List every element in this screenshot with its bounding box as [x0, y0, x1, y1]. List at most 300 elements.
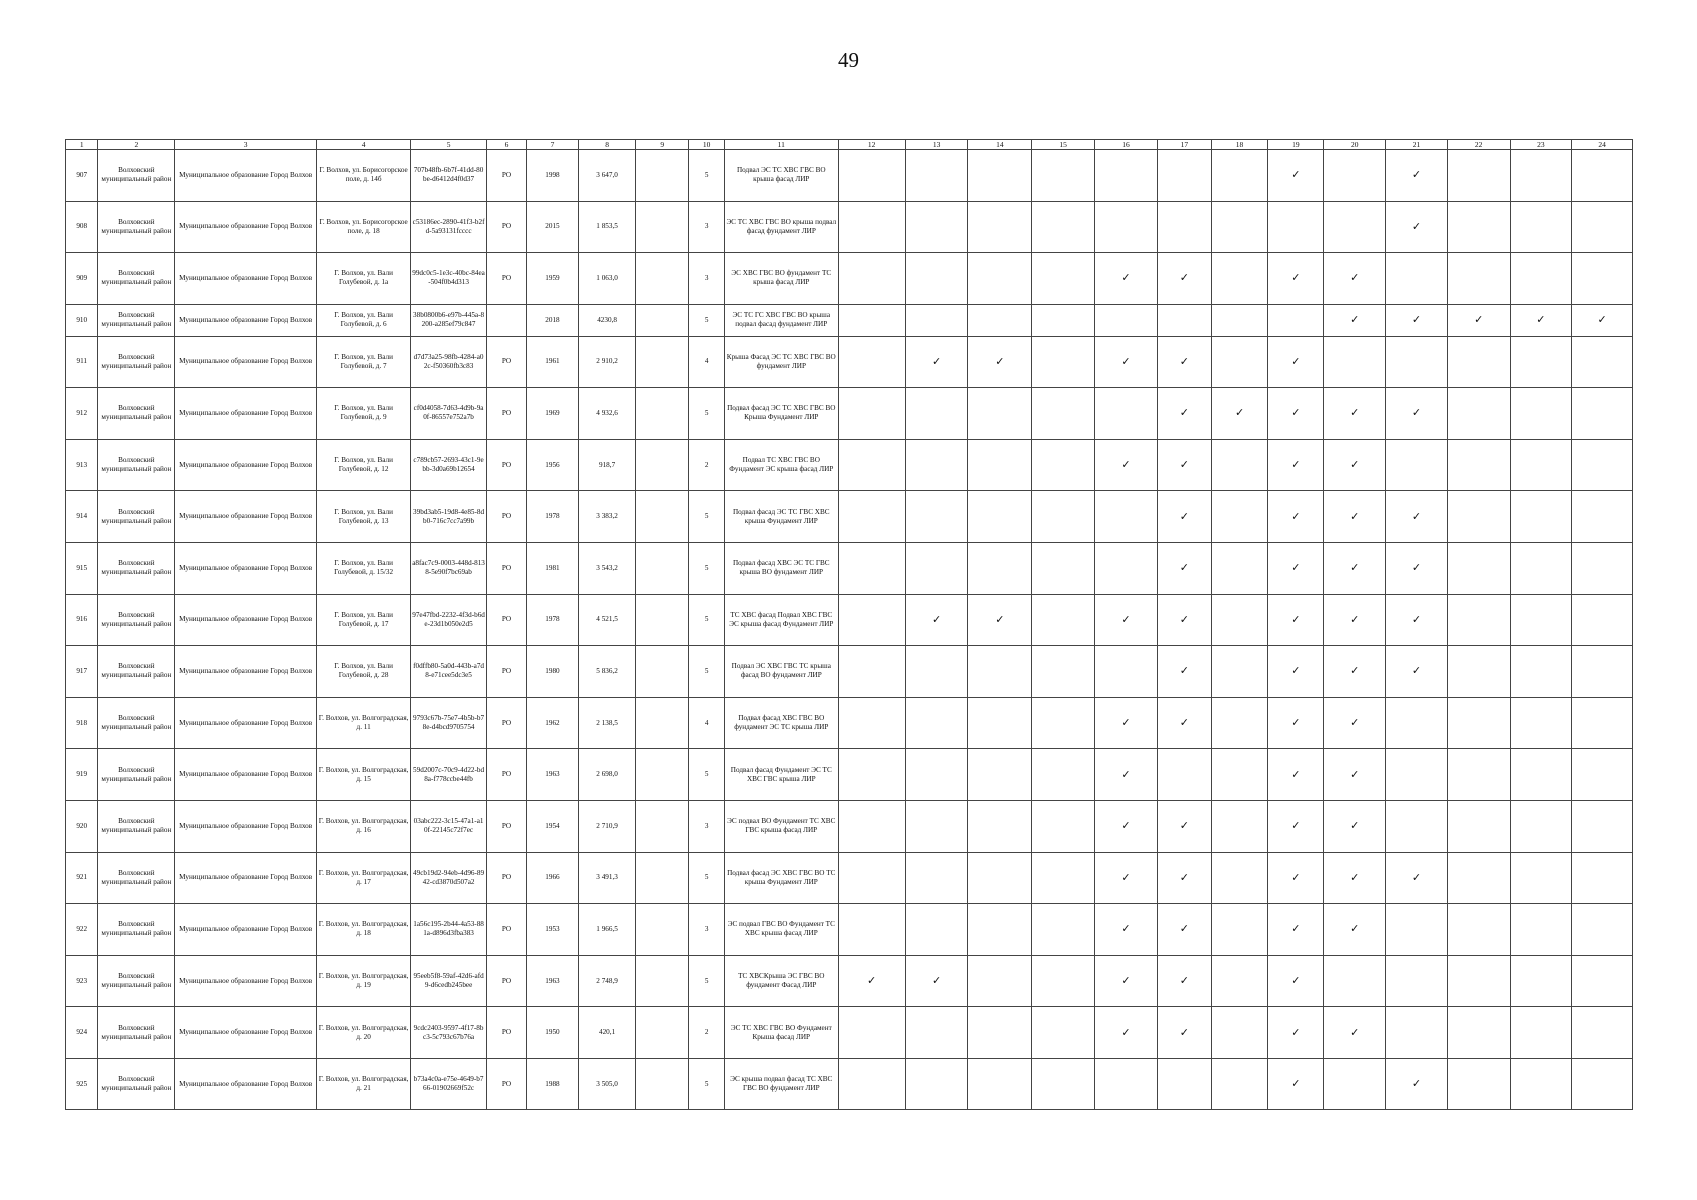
check-cell-col-23	[1510, 253, 1572, 305]
row-number-cell: 922	[66, 904, 98, 956]
municipality-cell: Муниципальное образование Город Волхов	[175, 201, 317, 253]
guid-cell: 97e47fbd-2232-4f3d-b6de-23d1b050e2d5	[411, 594, 487, 646]
guid-cell: c789cb57-2693-43c1-9ebb-3d0a69b12654	[411, 439, 487, 491]
check-mark-icon: ✓	[1291, 458, 1301, 472]
check-cell-col-22	[1447, 388, 1510, 440]
check-cell-col-19	[1268, 439, 1324, 491]
check-cell-col-20	[1324, 336, 1386, 388]
table-row	[66, 439, 1633, 491]
check-cell-col-12	[838, 646, 905, 698]
check-cell-col-17	[1157, 542, 1211, 594]
check-cell-col-20	[1324, 439, 1386, 491]
column-9-cell	[636, 439, 689, 491]
year-cell: 1981	[526, 542, 578, 594]
check-cell-col-14	[968, 697, 1032, 749]
works-list-cell: Крыша Фасад ЭС ТС ХВС ГВС ВО фундамент ЛИР	[724, 336, 838, 388]
check-mark-icon: ✓	[1179, 819, 1189, 833]
check-cell-col-13	[905, 1058, 968, 1110]
year-cell: 1954	[526, 800, 578, 852]
check-cell-col-23	[1510, 201, 1572, 253]
check-cell-col-16	[1095, 388, 1158, 440]
area-cell: 3 383,2	[578, 491, 635, 543]
area-cell: 2 698,0	[578, 749, 635, 801]
table-row	[66, 150, 1633, 202]
check-cell-col-12	[838, 491, 905, 543]
check-cell-col-15	[1032, 491, 1095, 543]
check-cell-col-12	[838, 439, 905, 491]
column-number-19: 19	[1268, 140, 1324, 150]
column-number-21: 21	[1386, 140, 1448, 150]
floors-cell: 4	[689, 336, 725, 388]
column-9-cell	[636, 388, 689, 440]
municipality-cell: Муниципальное образование Город Волхов	[175, 904, 317, 956]
check-cell-col-15	[1032, 542, 1095, 594]
column-number-8: 8	[578, 140, 635, 150]
check-cell-col-22	[1447, 594, 1510, 646]
check-mark-icon: ✓	[1179, 716, 1189, 730]
check-cell-col-23	[1510, 304, 1572, 336]
check-mark-icon: ✓	[1291, 819, 1301, 833]
check-cell-col-12	[838, 594, 905, 646]
municipality-cell: Муниципальное образование Город Волхов	[175, 304, 317, 336]
check-cell-col-19	[1268, 1058, 1324, 1110]
check-mark-icon: ✓	[1179, 406, 1189, 420]
check-cell-col-24	[1572, 955, 1633, 1007]
check-mark-icon: ✓	[1411, 664, 1422, 678]
check-cell-col-22	[1447, 253, 1510, 305]
floors-cell: 5	[689, 955, 725, 1007]
check-cell-col-22	[1447, 697, 1510, 749]
check-mark-icon: ✓	[1179, 561, 1189, 575]
check-cell-col-16	[1095, 150, 1158, 202]
area-cell: 3 543,2	[578, 542, 635, 594]
table-row	[66, 1058, 1633, 1110]
check-mark-icon: ✓	[1350, 271, 1360, 285]
check-cell-col-24	[1572, 800, 1633, 852]
check-cell-col-22	[1447, 904, 1510, 956]
table-body	[66, 150, 1633, 1110]
guid-cell: 59d2007c-70c9-4d22-bd8a-f778ccbe44fb	[411, 749, 487, 801]
column-9-cell	[636, 800, 689, 852]
check-cell-col-20	[1324, 594, 1386, 646]
check-cell-col-13	[905, 253, 968, 305]
check-cell-col-21	[1386, 150, 1448, 202]
address-cell: Г. Волхов, ул. Волгоградская, д. 21	[317, 1058, 411, 1110]
floors-cell: 5	[689, 388, 725, 440]
floors-cell: 5	[689, 304, 725, 336]
works-list-cell: Подвал фасад ХВС ГВС ВО фундамент ЭС ТС крыша ЛИР	[724, 697, 838, 749]
guid-cell: 03abc222-3c15-47a1-a10f-22145c72f7ec	[411, 800, 487, 852]
check-cell-col-15	[1032, 749, 1095, 801]
table-row	[66, 542, 1633, 594]
check-cell-col-13	[905, 150, 968, 202]
check-cell-col-17	[1157, 150, 1211, 202]
column-number-13: 13	[905, 140, 968, 150]
check-cell-col-19	[1268, 904, 1324, 956]
column-9-cell	[636, 646, 689, 698]
check-cell-col-24	[1572, 304, 1633, 336]
check-cell-col-24	[1572, 646, 1633, 698]
year-cell: 1978	[526, 594, 578, 646]
works-list-cell: ЭС ТС ХВС ГВС ВО Фундамент Крыша фасад ЛИР	[724, 1007, 838, 1059]
check-mark-icon: ✓	[1291, 168, 1301, 182]
guid-cell: 707b48fb-6b7f-41dd-80be-d6412d4f0d37	[411, 150, 487, 202]
check-cell-col-18	[1211, 852, 1267, 904]
check-cell-col-15	[1032, 594, 1095, 646]
check-cell-col-22	[1447, 336, 1510, 388]
check-cell-col-12	[838, 253, 905, 305]
check-cell-col-12	[838, 852, 905, 904]
check-cell-col-22	[1447, 201, 1510, 253]
address-cell: Г. Волхов, ул. Вали Голубевой, д. 1а	[317, 253, 411, 305]
district-cell: Волховский муниципальный район	[98, 904, 175, 956]
check-cell-col-16	[1095, 491, 1158, 543]
check-cell-col-19	[1268, 491, 1324, 543]
check-cell-col-12	[838, 904, 905, 956]
row-number-cell: 912	[66, 388, 98, 440]
year-cell: 2018	[526, 304, 578, 336]
check-cell-col-21	[1386, 542, 1448, 594]
check-cell-col-19	[1268, 542, 1324, 594]
check-cell-col-23	[1510, 1007, 1572, 1059]
check-cell-col-14	[968, 201, 1032, 253]
check-cell-col-18	[1211, 304, 1267, 336]
column-number-3: 3	[175, 140, 317, 150]
check-cell-col-17	[1157, 955, 1211, 1007]
check-cell-col-20	[1324, 388, 1386, 440]
check-cell-col-14	[968, 955, 1032, 1007]
check-cell-col-24	[1572, 852, 1633, 904]
check-cell-col-12	[838, 749, 905, 801]
check-cell-col-15	[1032, 904, 1095, 956]
check-cell-col-16	[1095, 439, 1158, 491]
check-cell-col-22	[1447, 646, 1510, 698]
check-cell-col-24	[1572, 697, 1633, 749]
check-cell-col-24	[1572, 150, 1633, 202]
check-mark-icon: ✓	[1350, 819, 1360, 833]
municipality-cell: Муниципальное образование Город Волхов	[175, 955, 317, 1007]
column-9-cell	[636, 336, 689, 388]
municipality-cell: Муниципальное образование Город Волхов	[175, 800, 317, 852]
form-code-cell: РО	[486, 388, 526, 440]
column-number-18: 18	[1211, 140, 1267, 150]
district-cell: Волховский муниципальный район	[98, 388, 175, 440]
check-cell-col-17	[1157, 749, 1211, 801]
municipality-cell: Муниципальное образование Город Волхов	[175, 1007, 317, 1059]
check-cell-col-12	[838, 1007, 905, 1059]
check-mark-icon: ✓	[1350, 716, 1360, 730]
check-cell-col-16	[1095, 201, 1158, 253]
check-mark-icon: ✓	[1179, 354, 1189, 368]
building-registry-table	[65, 139, 1633, 1110]
year-cell: 1950	[526, 1007, 578, 1059]
check-cell-col-17	[1157, 201, 1211, 253]
check-cell-col-14	[968, 491, 1032, 543]
row-number-cell: 915	[66, 542, 98, 594]
municipality-cell: Муниципальное образование Город Волхов	[175, 852, 317, 904]
column-9-cell	[636, 697, 689, 749]
row-number-cell: 916	[66, 594, 98, 646]
district-cell: Волховский муниципальный район	[98, 201, 175, 253]
check-mark-icon: ✓	[1291, 354, 1301, 368]
check-cell-col-13	[905, 904, 968, 956]
municipality-cell: Муниципальное образование Город Волхов	[175, 491, 317, 543]
check-mark-icon: ✓	[1291, 1025, 1301, 1039]
check-cell-col-19	[1268, 388, 1324, 440]
check-cell-col-19	[1268, 336, 1324, 388]
municipality-cell: Муниципальное образование Город Волхов	[175, 253, 317, 305]
year-cell: 1966	[526, 852, 578, 904]
check-cell-col-20	[1324, 697, 1386, 749]
check-mark-icon: ✓	[931, 612, 942, 626]
area-cell: 2 748,9	[578, 955, 635, 1007]
form-code-cell: РО	[486, 594, 526, 646]
table-row	[66, 594, 1633, 646]
address-cell: Г. Волхов, ул. Волгоградская, д. 18	[317, 904, 411, 956]
check-cell-col-13	[905, 491, 968, 543]
form-code-cell: РО	[486, 1007, 526, 1059]
floors-cell: 5	[689, 749, 725, 801]
address-cell: Г. Волхов, ул. Вали Голубевой, д. 6	[317, 304, 411, 336]
works-list-cell: Подвал фасад ЭС ХВС ГВС ВО ТС крыша Фундамент ЛИР	[724, 852, 838, 904]
guid-cell: 49cb19d2-94eb-4d96-8942-cd3870d507a2	[411, 852, 487, 904]
check-cell-col-21	[1386, 1007, 1448, 1059]
check-cell-col-14	[968, 388, 1032, 440]
form-code-cell	[486, 304, 526, 336]
check-cell-col-20	[1324, 955, 1386, 1007]
check-cell-col-24	[1572, 253, 1633, 305]
year-cell: 1988	[526, 1058, 578, 1110]
check-mark-icon: ✓	[1121, 716, 1131, 730]
check-cell-col-24	[1572, 1058, 1633, 1110]
check-cell-col-17	[1157, 439, 1211, 491]
column-number-24: 24	[1572, 140, 1633, 150]
check-cell-col-19	[1268, 1007, 1324, 1059]
row-number-cell: 920	[66, 800, 98, 852]
check-cell-col-21	[1386, 439, 1448, 491]
check-cell-col-19	[1268, 955, 1324, 1007]
row-number-cell: 917	[66, 646, 98, 698]
check-cell-col-17	[1157, 697, 1211, 749]
check-cell-col-16	[1095, 904, 1158, 956]
form-code-cell: РО	[486, 800, 526, 852]
check-cell-col-15	[1032, 304, 1095, 336]
check-cell-col-16	[1095, 1058, 1158, 1110]
check-mark-icon: ✓	[1291, 664, 1301, 678]
check-cell-col-22	[1447, 491, 1510, 543]
guid-cell: 9793c67b-75e7-4b5b-b78e-d4bcd9705754	[411, 697, 487, 749]
check-cell-col-15	[1032, 852, 1095, 904]
check-cell-col-14	[968, 594, 1032, 646]
check-mark-icon: ✓	[931, 974, 942, 987]
check-mark-icon: ✓	[1291, 561, 1301, 575]
check-cell-col-22	[1447, 800, 1510, 852]
check-cell-col-23	[1510, 697, 1572, 749]
check-cell-col-20	[1324, 749, 1386, 801]
check-cell-col-14	[968, 304, 1032, 336]
check-cell-col-22	[1447, 749, 1510, 801]
column-9-cell	[636, 594, 689, 646]
check-cell-col-20	[1324, 150, 1386, 202]
check-cell-col-21	[1386, 904, 1448, 956]
works-list-cell: ЭС ТС ХВС ГВС ВО крыша подвал фасад фундамент ЛИР	[724, 201, 838, 253]
check-mark-icon: ✓	[1121, 767, 1131, 781]
address-cell: Г. Волхов, ул. Вали Голубевой, д. 13	[317, 491, 411, 543]
check-cell-col-17	[1157, 800, 1211, 852]
check-cell-col-19	[1268, 697, 1324, 749]
municipality-cell: Муниципальное образование Город Волхов	[175, 388, 317, 440]
floors-cell: 5	[689, 1058, 725, 1110]
check-mark-icon: ✓	[1291, 406, 1301, 420]
year-cell: 1963	[526, 749, 578, 801]
check-cell-col-16	[1095, 800, 1158, 852]
district-cell: Волховский муниципальный район	[98, 336, 175, 388]
row-number-cell: 910	[66, 304, 98, 336]
check-cell-col-24	[1572, 491, 1633, 543]
floors-cell: 3	[689, 904, 725, 956]
check-cell-col-17	[1157, 253, 1211, 305]
check-mark-icon: ✓	[1350, 406, 1360, 420]
year-cell: 1956	[526, 439, 578, 491]
district-cell: Волховский муниципальный район	[98, 253, 175, 305]
works-list-cell: ЭС подвал ВО Фундамент ТС ХВС ГВС крыша фасад ЛИР	[724, 800, 838, 852]
form-code-cell: РО	[486, 253, 526, 305]
check-cell-col-23	[1510, 388, 1572, 440]
check-mark-icon: ✓	[1350, 767, 1360, 781]
check-cell-col-22	[1447, 439, 1510, 491]
column-9-cell	[636, 749, 689, 801]
check-cell-col-21	[1386, 304, 1448, 336]
works-list-cell: ЭС ХВС ГВС ВО фундамент ТС крыша фасад ЛИР	[724, 253, 838, 305]
area-cell: 1 853,5	[578, 201, 635, 253]
check-cell-col-18	[1211, 749, 1267, 801]
check-cell-col-14	[968, 439, 1032, 491]
address-cell: Г. Волхов, ул. Вали Голубевой, д. 12	[317, 439, 411, 491]
check-mark-icon: ✓	[1350, 922, 1360, 936]
check-cell-col-23	[1510, 336, 1572, 388]
guid-cell: b73a4c0a-e75e-4649-b766-01902669f52c	[411, 1058, 487, 1110]
check-cell-col-23	[1510, 594, 1572, 646]
check-cell-col-13	[905, 594, 968, 646]
check-cell-col-17	[1157, 304, 1211, 336]
floors-cell: 4	[689, 697, 725, 749]
check-cell-col-16	[1095, 1007, 1158, 1059]
column-number-14: 14	[968, 140, 1032, 150]
check-cell-col-18	[1211, 491, 1267, 543]
check-cell-col-13	[905, 336, 968, 388]
check-cell-col-20	[1324, 1007, 1386, 1059]
check-mark-icon: ✓	[1411, 1077, 1422, 1091]
guid-cell: 39bd3ab5-19d8-4e85-8db0-716c7cc7a99b	[411, 491, 487, 543]
floors-cell: 3	[689, 253, 725, 305]
check-cell-col-14	[968, 646, 1032, 698]
check-cell-col-15	[1032, 1007, 1095, 1059]
column-9-cell	[636, 1007, 689, 1059]
municipality-cell: Муниципальное образование Город Волхов	[175, 697, 317, 749]
check-cell-col-12	[838, 697, 905, 749]
check-mark-icon: ✓	[1291, 271, 1301, 285]
table-row	[66, 336, 1633, 388]
check-mark-icon: ✓	[1234, 406, 1245, 420]
works-list-cell: ЭС подвал ГВС ВО Фундамент ТС ХВС крыша фасад ЛИР	[724, 904, 838, 956]
area-cell: 5 836,2	[578, 646, 635, 698]
check-cell-col-21	[1386, 955, 1448, 1007]
check-cell-col-24	[1572, 542, 1633, 594]
municipality-cell: Муниципальное образование Город Волхов	[175, 150, 317, 202]
check-cell-col-20	[1324, 800, 1386, 852]
check-mark-icon: ✓	[1179, 922, 1189, 936]
check-cell-col-17	[1157, 1007, 1211, 1059]
check-cell-col-21	[1386, 800, 1448, 852]
check-cell-col-18	[1211, 439, 1267, 491]
year-cell: 1980	[526, 646, 578, 698]
check-cell-col-23	[1510, 749, 1572, 801]
column-number-6: 6	[486, 140, 526, 150]
check-mark-icon: ✓	[1179, 612, 1189, 626]
check-cell-col-21	[1386, 749, 1448, 801]
check-cell-col-14	[968, 1058, 1032, 1110]
check-cell-col-13	[905, 800, 968, 852]
check-cell-col-18	[1211, 542, 1267, 594]
check-cell-col-19	[1268, 749, 1324, 801]
check-cell-col-16	[1095, 697, 1158, 749]
check-mark-icon: ✓	[1121, 458, 1131, 472]
check-cell-col-24	[1572, 1007, 1633, 1059]
area-cell: 4 932,6	[578, 388, 635, 440]
check-cell-col-23	[1510, 542, 1572, 594]
area-cell: 1 063,0	[578, 253, 635, 305]
check-cell-col-24	[1572, 749, 1633, 801]
check-cell-col-12	[838, 388, 905, 440]
check-mark-icon: ✓	[1291, 767, 1301, 781]
year-cell: 1978	[526, 491, 578, 543]
check-cell-col-13	[905, 749, 968, 801]
check-cell-col-24	[1572, 439, 1633, 491]
floors-cell: 5	[689, 542, 725, 594]
check-cell-col-15	[1032, 150, 1095, 202]
check-cell-col-13	[905, 388, 968, 440]
check-cell-col-21	[1386, 1058, 1448, 1110]
check-cell-col-21	[1386, 201, 1448, 253]
check-cell-col-16	[1095, 955, 1158, 1007]
check-mark-icon: ✓	[1291, 1077, 1301, 1091]
table-row	[66, 646, 1633, 698]
form-code-cell: РО	[486, 439, 526, 491]
check-cell-col-20	[1324, 491, 1386, 543]
check-cell-col-21	[1386, 388, 1448, 440]
check-cell-col-23	[1510, 1058, 1572, 1110]
municipality-cell: Муниципальное образование Город Волхов	[175, 439, 317, 491]
row-number-cell: 908	[66, 201, 98, 253]
floors-cell: 5	[689, 491, 725, 543]
check-cell-col-16	[1095, 542, 1158, 594]
floors-cell: 3	[689, 201, 725, 253]
municipality-cell: Муниципальное образование Город Волхов	[175, 336, 317, 388]
check-cell-col-14	[968, 253, 1032, 305]
works-list-cell: Подвал ТС ХВС ГВС ВО Фундамент ЭС крыша фасад ЛИР	[724, 439, 838, 491]
check-mark-icon: ✓	[1291, 974, 1301, 987]
check-mark-icon: ✓	[1350, 612, 1360, 626]
check-cell-col-15	[1032, 388, 1095, 440]
address-cell: Г. Волхов, ул. Вали Голубевой, д. 7	[317, 336, 411, 388]
works-list-cell: Подвал фасад Фундамент ЭС ТС ХВС ГВС крыша ЛИР	[724, 749, 838, 801]
check-cell-col-13	[905, 697, 968, 749]
form-code-cell: РО	[486, 646, 526, 698]
check-mark-icon: ✓	[1350, 313, 1360, 327]
district-cell: Волховский муниципальный район	[98, 800, 175, 852]
column-number-16: 16	[1095, 140, 1158, 150]
floors-cell: 5	[689, 594, 725, 646]
